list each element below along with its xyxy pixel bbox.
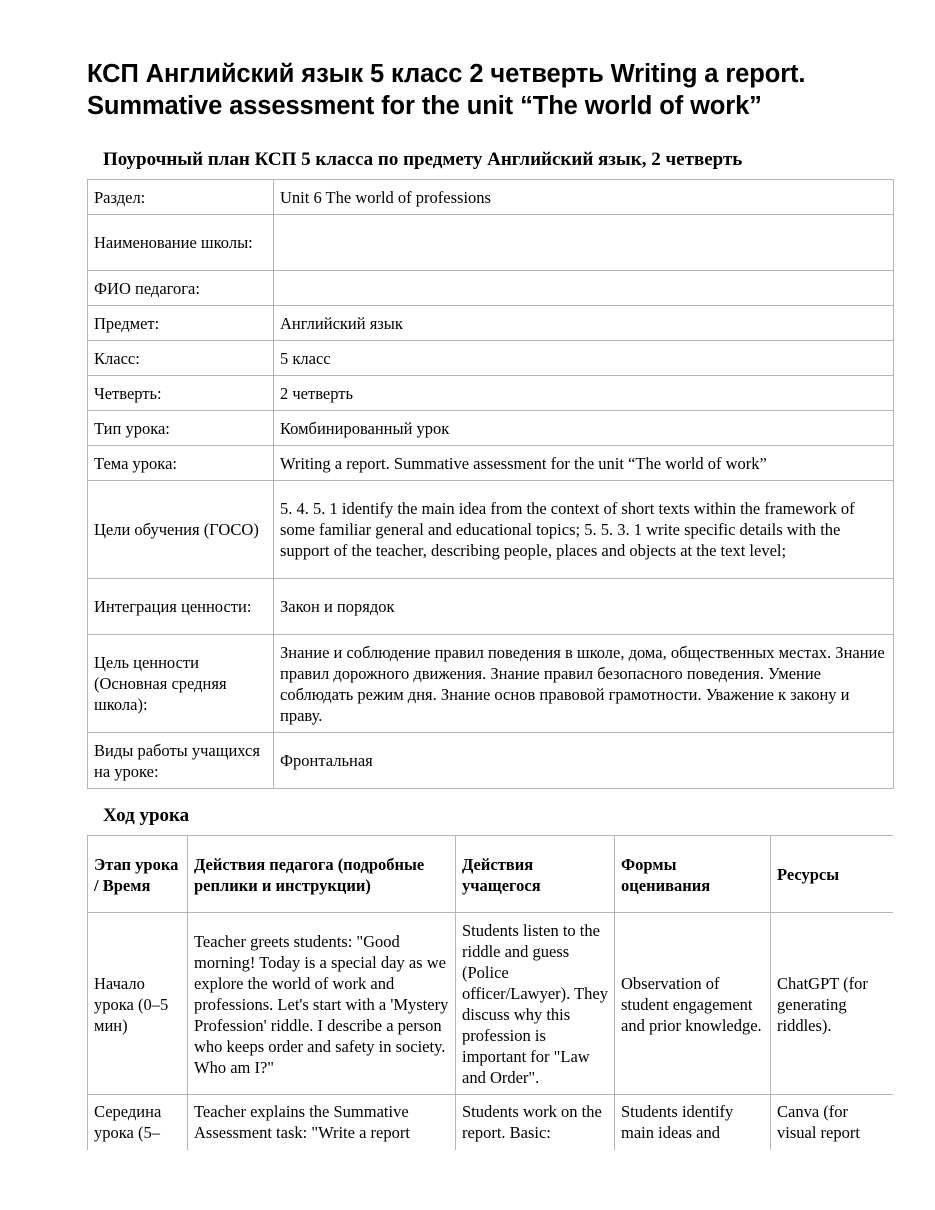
info-label: ФИО педагога: [88, 271, 274, 306]
info-value: Закон и порядок [274, 579, 894, 635]
info-label: Виды работы учащихся на уроке: [88, 733, 274, 789]
info-value: Unit 6 The world of professions [274, 180, 894, 215]
info-row-lesson-type [88, 411, 894, 446]
info-value: Комбинированный урок [274, 411, 894, 446]
info-label: Цели обучения (ГОСО) [88, 481, 274, 579]
column-header-assessment: Формы оценивания [615, 836, 771, 913]
document-title-line-1: КСП Английский язык 5 класс 2 четверть Writing a report. [87, 60, 806, 88]
column-header-stage: Этап урока / Время [88, 836, 188, 913]
lesson-info-table [87, 179, 894, 789]
info-row-grade [88, 341, 894, 376]
info-value: Фронтальная [274, 733, 894, 789]
info-row-value-goal [88, 635, 894, 733]
document-title [87, 58, 893, 122]
document-title-line-2: Summative assessment for the unit “The world of work” [87, 92, 762, 120]
progress-heading: Ход урока [103, 805, 190, 826]
progress-header-row [88, 836, 894, 913]
column-header-resources: Ресурсы [771, 836, 894, 913]
info-row-work-types [88, 733, 894, 789]
info-value: 2 четверть [274, 376, 894, 411]
column-header-teacher-actions: Действия педагога (подробные реплики и инструкции) [188, 836, 456, 913]
info-value: 5. 4. 5. 1 identify the main idea from the context of short texts within the framework of some familiar general and educational topics; 5. 5. 3. 1 write specific details with the support of the teacher, describing people, places and objects at the text level; [274, 481, 894, 579]
info-row-learning-goals [88, 481, 894, 579]
student-actions-cell: Students listen to the riddle and guess (Police officer/Lawyer). They discuss why this profession is important for "Law and Order". [456, 913, 615, 1095]
info-label: Раздел: [88, 180, 274, 215]
info-row-lesson-topic [88, 446, 894, 481]
info-label: Тема урока: [88, 446, 274, 481]
assessment-cell: Students identify main ideas and [615, 1095, 771, 1151]
plan-heading: Поурочный план КСП 5 класса по предмету Английский язык, 2 четверть [103, 149, 743, 170]
info-label: Предмет: [88, 306, 274, 341]
info-row-teacher [88, 271, 894, 306]
info-label: Интеграция ценности: [88, 579, 274, 635]
assessment-cell: Observation of student engagement and prior knowledge. [615, 913, 771, 1095]
info-row-quarter [88, 376, 894, 411]
column-header-student-actions: Действия учащегося [456, 836, 615, 913]
info-value [274, 215, 894, 271]
table-row [88, 1095, 894, 1151]
lesson-progress-table [87, 835, 893, 1150]
info-row-section [88, 180, 894, 215]
resources-cell: ChatGPT (for generating riddles). [771, 913, 894, 1095]
stage-cell: Середина урока (5– [88, 1095, 188, 1151]
teacher-actions-cell: Teacher explains the Summative Assessment task: "Write a report [188, 1095, 456, 1151]
info-value [274, 271, 894, 306]
student-actions-cell: Students work on the report. Basic: [456, 1095, 615, 1151]
teacher-actions-cell: Teacher greets students: "Good morning! Today is a special day as we explore the world of work and professions. Let's start with a 'Mystery Profession' riddle. I describe a person who keeps order and safety in society. Who am I?" [188, 913, 456, 1095]
info-label: Тип урока: [88, 411, 274, 446]
info-value: Знание и соблюдение правил поведения в школе, дома, общественных местах. Знание правил дорожного движения. Знание правил безопасного поведения. Умение соблюдать режим дня. Знание основ правовой грамотности. Уважение к закону и праву. [274, 635, 894, 733]
info-label: Цель ценности (Основная средняя школа): [88, 635, 274, 733]
info-row-subject [88, 306, 894, 341]
info-row-school [88, 215, 894, 271]
info-value: Английский язык [274, 306, 894, 341]
info-value: Writing a report. Summative assessment for the unit “The world of work” [274, 446, 894, 481]
info-label: Наименование школы: [88, 215, 274, 271]
stage-cell: Начало урока (0–5 мин) [88, 913, 188, 1095]
info-label: Четверть: [88, 376, 274, 411]
info-value: 5 класс [274, 341, 894, 376]
table-row [88, 913, 894, 1095]
resources-cell: Canva (for visual report [771, 1095, 894, 1151]
info-label: Класс: [88, 341, 274, 376]
lesson-progress-container [87, 835, 893, 1150]
info-row-value-integration [88, 579, 894, 635]
